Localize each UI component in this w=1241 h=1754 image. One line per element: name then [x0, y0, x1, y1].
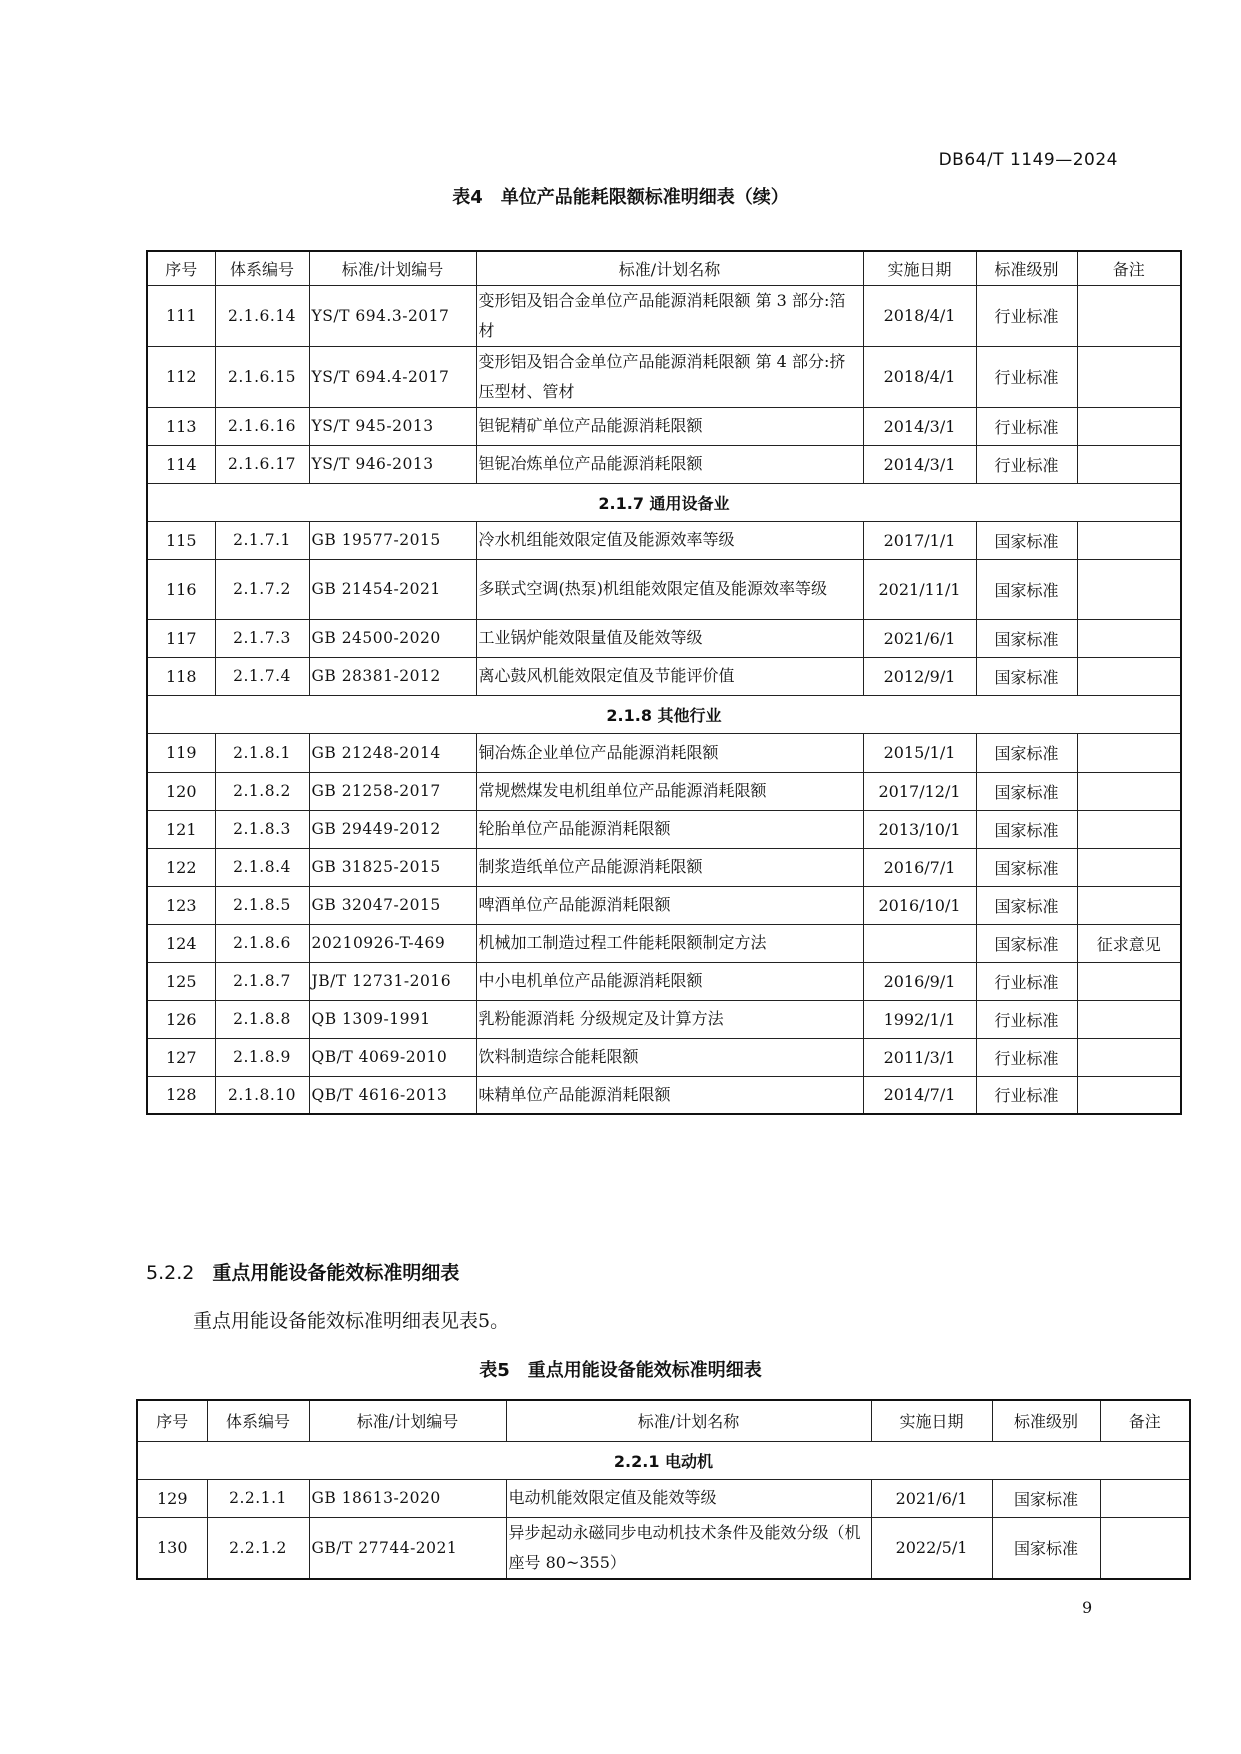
cell-name: 电动机能效限定值及能效等级	[506, 1479, 871, 1517]
cell-code: GB 32047-2015	[309, 886, 476, 924]
cell-no: 117	[147, 619, 215, 657]
table-row	[147, 521, 1181, 559]
cell-no: 115	[147, 521, 215, 559]
cell-name: 味精单位产品能源消耗限额	[476, 1076, 863, 1114]
cell-date: 2013/10/1	[863, 810, 976, 848]
cell-no: 126	[147, 1000, 215, 1038]
body-paragraph: 重点用能设备能效标准明细表见表5。	[193, 1310, 510, 1332]
cell-sys: 2.1.8.6	[215, 924, 309, 962]
cell-note	[1077, 657, 1181, 695]
date-col-header: 实施日期	[871, 1400, 992, 1441]
cell-date: 2017/12/1	[863, 772, 976, 810]
table-row	[147, 657, 1181, 695]
cell-date: 2021/6/1	[871, 1479, 992, 1517]
cell-date: 2014/3/1	[863, 407, 976, 445]
cell-code: YS/T 946-2013	[309, 445, 476, 483]
cell-name: 离心鼓风机能效限定值及节能评价值	[476, 657, 863, 695]
cell-note	[1077, 346, 1181, 407]
cell-no: 127	[147, 1038, 215, 1076]
cell-date: 2014/3/1	[863, 445, 976, 483]
table-row	[147, 886, 1181, 924]
cell-code: GB 29449-2012	[309, 810, 476, 848]
cell-date: 2011/3/1	[863, 1038, 976, 1076]
cell-sys: 2.1.8.9	[215, 1038, 309, 1076]
table-row	[147, 1076, 1181, 1114]
cell-name: 异步起动永磁同步电动机技术条件及能效分级（机座号 80~355）	[506, 1517, 871, 1579]
cell-no: 112	[147, 346, 215, 407]
section-number: 5.2.2	[146, 1262, 195, 1284]
section-label: 2.2.1 电动机	[137, 1441, 1190, 1479]
cell-no: 120	[147, 772, 215, 810]
cell-note	[1077, 1000, 1181, 1038]
cell-level: 国家标准	[976, 924, 1077, 962]
cell-level: 行业标准	[976, 1000, 1077, 1038]
note-col-header: 备注	[1077, 251, 1181, 285]
cell-level: 国家标准	[976, 733, 1077, 772]
name-col-header: 标准/计划名称	[476, 251, 863, 285]
cell-sys: 2.1.7.3	[215, 619, 309, 657]
cell-code: GB 24500-2020	[309, 619, 476, 657]
cell-note	[1077, 810, 1181, 848]
cell-no: 124	[147, 924, 215, 962]
cell-note	[1077, 407, 1181, 445]
cell-no: 130	[137, 1517, 207, 1579]
cell-sys: 2.1.6.15	[215, 346, 309, 407]
cell-level: 国家标准	[976, 848, 1077, 886]
cell-no: 111	[147, 285, 215, 346]
cell-code: GB 28381-2012	[309, 657, 476, 695]
table4-label: 表4	[452, 187, 483, 208]
cell-code: GB/T 27744-2021	[309, 1517, 506, 1579]
cell-note	[1100, 1517, 1190, 1579]
cell-date: 2016/10/1	[863, 886, 976, 924]
cell-name: 工业锅炉能效限量值及能效等级	[476, 619, 863, 657]
cell-no: 119	[147, 733, 215, 772]
table-row	[147, 924, 1181, 962]
cell-code: JB/T 12731-2016	[309, 962, 476, 1000]
cell-no: 128	[147, 1076, 215, 1114]
cell-note	[1077, 733, 1181, 772]
cell-code: QB/T 4616-2013	[309, 1076, 476, 1114]
cell-sys: 2.1.6.17	[215, 445, 309, 483]
cell-sys: 2.1.8.5	[215, 886, 309, 924]
cell-sys: 2.1.8.2	[215, 772, 309, 810]
cell-no: 114	[147, 445, 215, 483]
cell-level: 行业标准	[976, 445, 1077, 483]
cell-level: 行业标准	[976, 407, 1077, 445]
cell-sys: 2.1.7.4	[215, 657, 309, 695]
cell-level: 国家标准	[976, 772, 1077, 810]
cell-date: 2016/9/1	[863, 962, 976, 1000]
table-row	[147, 559, 1181, 619]
cell-sys: 2.1.8.10	[215, 1076, 309, 1114]
cell-note	[1077, 445, 1181, 483]
cell-code: GB 21258-2017	[309, 772, 476, 810]
cell-name: 冷水机组能效限定值及能源效率等级	[476, 521, 863, 559]
cell-name: 多联式空调(热泵)机组能效限定值及能源效率等级	[476, 559, 863, 619]
cell-date: 2021/11/1	[863, 559, 976, 619]
cell-code: GB 18613-2020	[309, 1479, 506, 1517]
cell-no: 122	[147, 848, 215, 886]
table-row	[147, 848, 1181, 886]
table-row	[147, 346, 1181, 407]
sys-col-header: 体系编号	[207, 1400, 309, 1441]
cell-date: 2018/4/1	[863, 346, 976, 407]
cell-name: 变形铝及铝合金单位产品能源消耗限额 第 3 部分:箔材	[476, 285, 863, 346]
sys-col-header: 体系编号	[215, 251, 309, 285]
table-row	[147, 285, 1181, 346]
cell-sys: 2.1.6.14	[215, 285, 309, 346]
cell-note: 征求意见	[1077, 924, 1181, 962]
cell-name: 常规燃煤发电机组单位产品能源消耗限额	[476, 772, 863, 810]
cell-no: 113	[147, 407, 215, 445]
level-col-header: 标准级别	[976, 251, 1077, 285]
cell-note	[1077, 772, 1181, 810]
table-row	[137, 1479, 1190, 1517]
cell-level: 国家标准	[976, 657, 1077, 695]
table-row	[147, 619, 1181, 657]
code-col-header: 标准/计划编号	[309, 251, 476, 285]
cell-name: 铜冶炼企业单位产品能源消耗限额	[476, 733, 863, 772]
cell-code: 20210926-T-469	[309, 924, 476, 962]
cell-sys: 2.1.6.16	[215, 407, 309, 445]
cell-level: 行业标准	[976, 1038, 1077, 1076]
no-col-header: 序号	[137, 1400, 207, 1441]
table-row	[147, 1038, 1181, 1076]
cell-date: 2015/1/1	[863, 733, 976, 772]
table5-label: 表5	[479, 1360, 510, 1381]
cell-name: 乳粉能源消耗 分级规定及计算方法	[476, 1000, 863, 1038]
cell-date: 2022/5/1	[871, 1517, 992, 1579]
table-row	[147, 407, 1181, 445]
cell-date: 2017/1/1	[863, 521, 976, 559]
cell-code: GB 21454-2021	[309, 559, 476, 619]
cell-code: GB 31825-2015	[309, 848, 476, 886]
cell-date: 2021/6/1	[863, 619, 976, 657]
table4-caption	[0, 183, 1241, 209]
cell-date: 2014/7/1	[863, 1076, 976, 1114]
table5-title: 重点用能设备能效标准明细表	[527, 1360, 762, 1381]
cell-name: 钽铌冶炼单位产品能源消耗限额	[476, 445, 863, 483]
cell-note	[1077, 1076, 1181, 1114]
cell-no: 121	[147, 810, 215, 848]
table5-caption	[0, 1356, 1241, 1382]
cell-note	[1077, 848, 1181, 886]
cell-name: 机械加工制造过程工件能耗限额制定方法	[476, 924, 863, 962]
cell-code: QB/T 4069-2010	[309, 1038, 476, 1076]
cell-sys: 2.1.8.8	[215, 1000, 309, 1038]
cell-sys: 2.1.8.1	[215, 733, 309, 772]
table-row	[137, 1517, 1190, 1579]
level-col-header: 标准级别	[992, 1400, 1100, 1441]
cell-name: 制浆造纸单位产品能源消耗限额	[476, 848, 863, 886]
cell-sys: 2.1.8.4	[215, 848, 309, 886]
cell-date: 1992/1/1	[863, 1000, 976, 1038]
no-col-header: 序号	[147, 251, 215, 285]
table4	[146, 250, 1182, 1115]
cell-name: 轮胎单位产品能源消耗限额	[476, 810, 863, 848]
cell-note	[1077, 521, 1181, 559]
cell-level: 国家标准	[976, 619, 1077, 657]
cell-level: 行业标准	[976, 285, 1077, 346]
table4-header-row	[147, 251, 1181, 285]
cell-name: 钽铌精矿单位产品能源消耗限额	[476, 407, 863, 445]
section-label: 2.1.7 通用设备业	[147, 483, 1181, 521]
cell-code: YS/T 694.4-2017	[309, 346, 476, 407]
table-row	[147, 445, 1181, 483]
cell-sys: 2.1.8.7	[215, 962, 309, 1000]
cell-name: 变形铝及铝合金单位产品能源消耗限额 第 4 部分:挤压型材、管材	[476, 346, 863, 407]
code-col-header: 标准/计划编号	[309, 1400, 506, 1441]
cell-code: QB 1309-1991	[309, 1000, 476, 1038]
cell-level: 国家标准	[992, 1479, 1100, 1517]
section-row	[137, 1441, 1190, 1479]
table-row	[147, 733, 1181, 772]
cell-no: 123	[147, 886, 215, 924]
cell-level: 国家标准	[992, 1517, 1100, 1579]
cell-sys: 2.2.1.1	[207, 1479, 309, 1517]
cell-code: YS/T 945-2013	[309, 407, 476, 445]
cell-no: 116	[147, 559, 215, 619]
name-col-header: 标准/计划名称	[506, 1400, 871, 1441]
cell-sys: 2.1.7.1	[215, 521, 309, 559]
cell-note	[1077, 619, 1181, 657]
page-number: 9	[1082, 1598, 1093, 1617]
cell-note	[1077, 285, 1181, 346]
section-row	[147, 483, 1181, 521]
cell-code: YS/T 694.3-2017	[309, 285, 476, 346]
cell-level: 国家标准	[976, 886, 1077, 924]
cell-note	[1077, 962, 1181, 1000]
table4-title: 单位产品能耗限额标准明细表（续）	[500, 187, 789, 208]
table5-header-row	[137, 1400, 1190, 1441]
cell-date: 2018/4/1	[863, 285, 976, 346]
cell-date: 2016/7/1	[863, 848, 976, 886]
cell-date: 2012/9/1	[863, 657, 976, 695]
cell-sys: 2.1.7.2	[215, 559, 309, 619]
cell-sys: 2.2.1.2	[207, 1517, 309, 1579]
note-col-header: 备注	[1100, 1400, 1190, 1441]
cell-name: 啤酒单位产品能源消耗限额	[476, 886, 863, 924]
cell-level: 行业标准	[976, 346, 1077, 407]
cell-note	[1100, 1479, 1190, 1517]
date-col-header: 实施日期	[863, 251, 976, 285]
cell-level: 国家标准	[976, 810, 1077, 848]
doc-code-header: DB64/T 1149—2024	[938, 150, 1118, 170]
cell-date	[863, 924, 976, 962]
cell-level: 国家标准	[976, 521, 1077, 559]
cell-sys: 2.1.8.3	[215, 810, 309, 848]
cell-level: 行业标准	[976, 962, 1077, 1000]
cell-code: GB 21248-2014	[309, 733, 476, 772]
cell-level: 行业标准	[976, 1076, 1077, 1114]
cell-level: 国家标准	[976, 559, 1077, 619]
section-heading	[146, 1258, 459, 1285]
section-row	[147, 695, 1181, 733]
cell-no: 129	[137, 1479, 207, 1517]
cell-no: 125	[147, 962, 215, 1000]
table-row	[147, 1000, 1181, 1038]
cell-note	[1077, 1038, 1181, 1076]
cell-name: 中小电机单位产品能源消耗限额	[476, 962, 863, 1000]
cell-code: GB 19577-2015	[309, 521, 476, 559]
table-row	[147, 772, 1181, 810]
cell-note	[1077, 886, 1181, 924]
cell-name: 饮料制造综合能耗限额	[476, 1038, 863, 1076]
table-row	[147, 962, 1181, 1000]
table5	[136, 1399, 1191, 1580]
section-label: 2.1.8 其他行业	[147, 695, 1181, 733]
section-title: 重点用能设备能效标准明细表	[212, 1262, 460, 1284]
cell-note	[1077, 559, 1181, 619]
cell-no: 118	[147, 657, 215, 695]
table-row	[147, 810, 1181, 848]
